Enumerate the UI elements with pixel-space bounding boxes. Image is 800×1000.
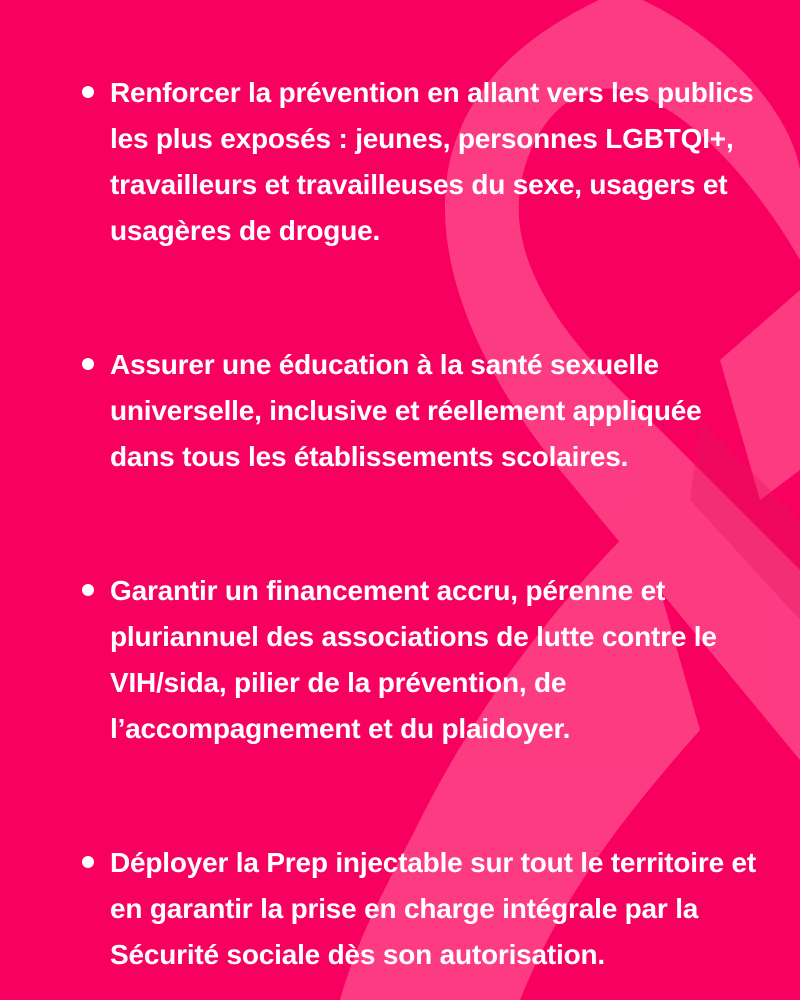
bullet-dot-icon xyxy=(82,358,94,370)
list-item-text: Assurer une éducation à la santé sexuelle universelle, inclusive et réellement appliquée dans tous les établissements scolaires. xyxy=(110,349,702,472)
demands-list xyxy=(82,70,762,978)
list-item-text: Déployer la Prep injectable sur tout le territoire et en garantir la prise en charge intégrale par la Sécurité sociale dès son autorisation. xyxy=(110,847,757,970)
demands-list-container xyxy=(82,70,762,978)
list-item xyxy=(82,568,762,752)
bullet-dot-icon xyxy=(82,86,94,98)
bullet-dot-icon xyxy=(82,584,94,596)
list-item xyxy=(82,342,762,480)
bullet-dot-icon xyxy=(82,856,94,868)
list-item-text: Renforcer la prévention en allant vers les publics les plus exposés : jeunes, personnes LGBTQI+, travailleurs et travailleuses du sexe, usagers et usagères de drogue. xyxy=(110,77,754,246)
list-item xyxy=(82,70,762,254)
list-item xyxy=(82,840,762,978)
list-item-text: Garantir un financement accru, pérenne et pluriannuel des associations de lutte contre le VIH/sida, pilier de la prévention, de l’accompagnement et du plaidoyer. xyxy=(110,575,717,744)
